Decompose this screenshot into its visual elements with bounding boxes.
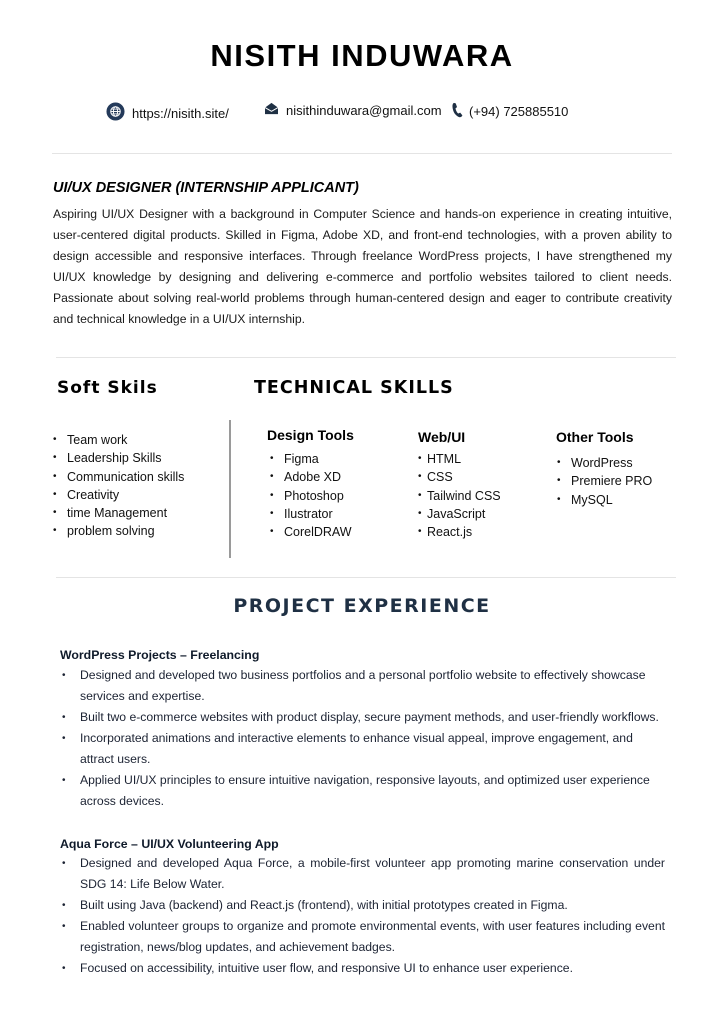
web-ui-label: React.js bbox=[427, 525, 473, 540]
design-tool-label: CorelDRAW bbox=[284, 525, 352, 540]
project-bullet bbox=[60, 958, 665, 979]
bullet-icon: • bbox=[418, 453, 422, 464]
design-tool-item bbox=[270, 487, 352, 505]
other-tool-label: MySQL bbox=[571, 492, 613, 507]
bullet-icon: • bbox=[53, 434, 57, 445]
project-bullet-text: Incorporated animations and interactive elements to enhance visual appeal, improve engagement, and attract users. bbox=[80, 731, 633, 766]
web-ui-item bbox=[418, 505, 501, 523]
web-ui-item bbox=[418, 450, 501, 468]
project-bullet-text: Designed and developed two business portfolios and a personal portfolio website to effectively showcase services and expertise. bbox=[80, 668, 646, 703]
soft-skill-label: Communication skills bbox=[67, 469, 185, 484]
soft-skill-item bbox=[53, 522, 184, 540]
summary-text: Aspiring UI/UX Designer with a background in Computer Science and hands-on experience in creating intuitive, user-centered digital products. Skilled in Figma, Adobe XD, and front-end technologies, with a proven ability to design accessible and responsive interfaces. Through freelance WordPress projects, I have strengthened my UI/UX knowledge by designing and delivering e-commerce and portfolio websites tailored to client needs. Passionate about solving real-world problems through human-centered design and eager to contribute creativity and technical knowledge in a UI/UX internship. bbox=[53, 207, 672, 326]
project-bullet bbox=[60, 707, 670, 728]
soft-skill-label: Team work bbox=[67, 433, 128, 447]
project-bullets bbox=[60, 665, 670, 812]
design-tool-item bbox=[270, 505, 352, 523]
other-tools-heading: Other Tools bbox=[556, 429, 634, 445]
other-tool-item bbox=[557, 472, 652, 490]
bullet-icon: • bbox=[270, 526, 274, 538]
bullet-icon: • bbox=[270, 507, 274, 519]
soft-skill-item bbox=[53, 468, 184, 486]
bullet-icon: • bbox=[62, 775, 66, 786]
divider-skills bbox=[56, 577, 676, 578]
project-title: Aqua Force – UI/UX Volunteering App bbox=[60, 837, 279, 851]
project-experience-heading: PROJECT EXPERIENCE bbox=[233, 595, 491, 617]
design-tool-label: Adobe XD bbox=[284, 470, 341, 485]
web-ui-label: JavaScript bbox=[427, 506, 486, 521]
project-bullet bbox=[60, 853, 665, 895]
bullet-icon: • bbox=[418, 507, 422, 519]
web-ui-label: Tailwind CSS bbox=[427, 488, 501, 503]
soft-skill-label: time Management bbox=[67, 506, 168, 521]
soft-skill-item bbox=[53, 486, 184, 504]
bullet-icon: • bbox=[270, 453, 274, 464]
bullet-icon: • bbox=[53, 488, 57, 500]
other-tool-item bbox=[557, 454, 652, 472]
email-contact[interactable] bbox=[264, 102, 442, 118]
web-ui-list bbox=[418, 450, 501, 541]
bullet-icon: • bbox=[270, 489, 274, 501]
other-tool-item bbox=[557, 491, 652, 509]
divider-header bbox=[52, 153, 672, 154]
project-bullets bbox=[60, 853, 665, 979]
design-tool-item bbox=[270, 450, 352, 468]
bullet-icon: • bbox=[418, 471, 422, 483]
phone-number[interactable]: (+94) 725885510 bbox=[469, 104, 569, 119]
web-ui-label: CSS bbox=[427, 470, 453, 485]
design-tool-label: Ilustrator bbox=[284, 506, 333, 521]
bullet-icon: • bbox=[62, 858, 66, 869]
design-tool-item bbox=[270, 523, 352, 541]
phone-icon bbox=[451, 102, 464, 121]
bullet-icon: • bbox=[53, 507, 57, 519]
project-bullet-text: Built using Java (backend) and React.js (frontend), with initial prototypes created in Figma. bbox=[80, 898, 568, 912]
design-tools-list bbox=[270, 450, 352, 541]
project-bullet-text: Enabled volunteer groups to organize and promote environmental events, with user features including event registration, news/blog updates, and achievement badges. bbox=[80, 919, 665, 954]
website-contact[interactable] bbox=[106, 102, 229, 124]
soft-skill-label: Leadership Skills bbox=[67, 451, 162, 466]
web-ui-item bbox=[418, 487, 501, 505]
design-tools-heading: Design Tools bbox=[267, 427, 354, 443]
bullet-icon: • bbox=[62, 733, 66, 744]
bullet-icon: • bbox=[557, 493, 561, 505]
project-bullet bbox=[60, 665, 670, 707]
project-bullet bbox=[60, 895, 665, 916]
web-ui-label: HTML bbox=[427, 452, 462, 466]
web-ui-item bbox=[418, 523, 501, 541]
bullet-icon: • bbox=[53, 470, 57, 482]
soft-skill-label: Creativity bbox=[67, 487, 120, 502]
web-ui-heading: Web/UI bbox=[418, 429, 466, 445]
bullet-icon: • bbox=[62, 712, 66, 723]
project-bullet-text: Focused on accessibility, intuitive user flow, and responsive UI to enhance user experience. bbox=[80, 961, 573, 975]
soft-skills-heading: Soft Skils bbox=[57, 378, 158, 398]
project-bullet-text: Applied UI/UX principles to ensure intuitive navigation, responsive layouts, and optimized user experience across devices. bbox=[80, 773, 650, 808]
contact-row bbox=[0, 102, 724, 124]
candidate-name: NISITH INDUWARA bbox=[210, 38, 514, 73]
soft-skill-item bbox=[53, 449, 184, 467]
phone-contact[interactable] bbox=[451, 102, 568, 121]
design-tool-label: Photoshop bbox=[284, 488, 344, 503]
bullet-icon: • bbox=[418, 489, 422, 501]
bullet-icon: • bbox=[62, 900, 66, 911]
web-ui-item bbox=[418, 468, 501, 486]
project-bullet bbox=[60, 728, 670, 770]
envelope-icon bbox=[264, 102, 279, 118]
bullet-icon: • bbox=[62, 670, 66, 681]
soft-skill-label: problem solving bbox=[67, 524, 155, 539]
bullet-icon: • bbox=[53, 452, 57, 464]
design-tool-item bbox=[270, 468, 352, 486]
other-tools-list bbox=[557, 454, 652, 509]
bullet-icon: • bbox=[270, 471, 274, 483]
bullet-icon: • bbox=[557, 475, 561, 487]
soft-skills-list bbox=[53, 431, 184, 541]
project-bullet-text: Built two e-commerce websites with product display, secure payment methods, and user-friendly workflows. bbox=[80, 710, 659, 724]
project-bullet bbox=[60, 770, 670, 812]
project-bullet bbox=[60, 916, 665, 958]
bullet-icon: • bbox=[53, 525, 57, 537]
soft-skill-item bbox=[53, 431, 184, 449]
other-tool-label: Premiere PRO bbox=[571, 474, 653, 489]
skills-vertical-divider bbox=[229, 420, 231, 558]
summary-title: UI/UX DESIGNER (INTERNSHIP APPLICANT) bbox=[53, 180, 359, 196]
website-link[interactable]: https://nisith.site/ bbox=[132, 105, 229, 121]
bullet-icon: • bbox=[418, 526, 422, 538]
soft-skill-item bbox=[53, 504, 184, 522]
design-tool-label: Figma bbox=[284, 452, 319, 466]
globe-icon bbox=[106, 102, 125, 124]
project-title: WordPress Projects – Freelancing bbox=[60, 648, 260, 662]
email-link[interactable]: nisithinduwara@gmail.com bbox=[286, 102, 442, 118]
technical-skills-heading: TECHNICAL SKILLS bbox=[254, 378, 454, 398]
other-tool-label: WordPress bbox=[571, 456, 633, 470]
project-bullet-text: Designed and developed Aqua Force, a mobile-first volunteer app promoting marine conservation under SDG 14: Life Below Water. bbox=[80, 856, 665, 891]
bullet-icon: • bbox=[62, 921, 66, 932]
bullet-icon: • bbox=[557, 457, 561, 468]
bullet-icon: • bbox=[62, 963, 66, 974]
divider-summary bbox=[56, 357, 676, 358]
